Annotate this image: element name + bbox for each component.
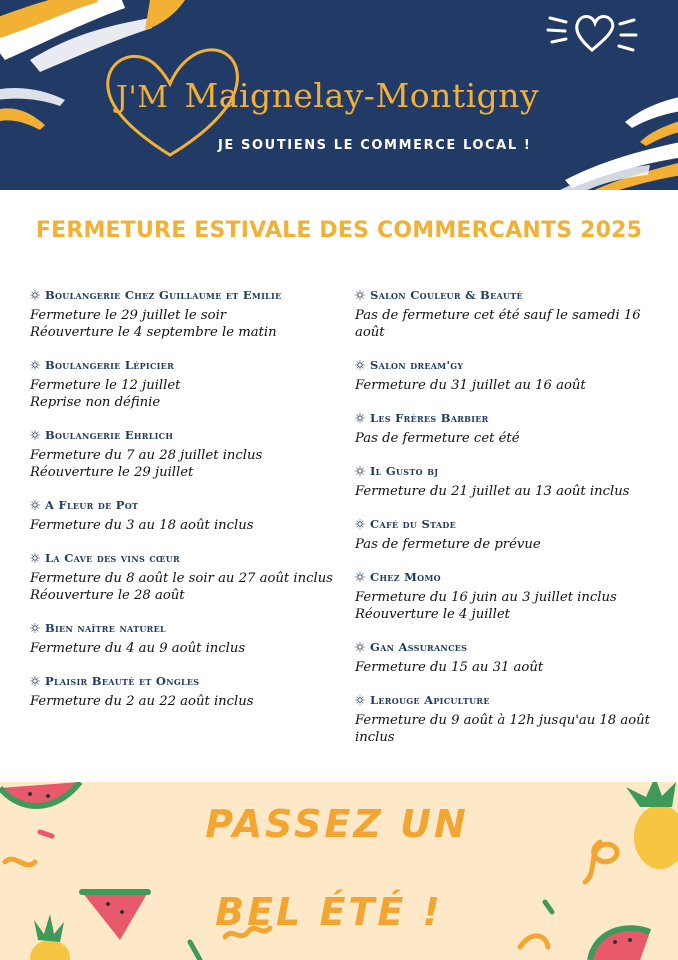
shop-entry bbox=[355, 356, 670, 394]
summer-line-2: BEL ÉTÉ ! bbox=[215, 890, 443, 934]
shop-name-text: Boulangerie Chez Guillaume et Emilie bbox=[45, 288, 282, 302]
sun-icon bbox=[355, 572, 365, 582]
shop-name bbox=[30, 286, 340, 304]
shop-name bbox=[355, 568, 670, 586]
closure-line: Fermeture du 9 août à 12h jusqu'au 18 août inclus bbox=[355, 713, 650, 745]
shop-entry bbox=[355, 568, 670, 623]
closure-line: Fermeture du 2 au 22 août inclus bbox=[30, 694, 254, 709]
closure-info bbox=[30, 693, 340, 710]
closure-info bbox=[355, 659, 670, 676]
brand-name: Maignelay-Montigny bbox=[184, 76, 540, 115]
shop-name-text: Lerouge Apiculture bbox=[370, 693, 490, 707]
shop-entry bbox=[355, 409, 670, 447]
shop-list-right bbox=[355, 286, 670, 761]
shop-list-left bbox=[30, 286, 340, 725]
sun-icon bbox=[30, 360, 40, 370]
closure-line: Fermeture du 15 au 31 août bbox=[355, 660, 544, 675]
shop-name bbox=[355, 638, 670, 656]
closure-info bbox=[355, 712, 670, 746]
closure-line: Réouverture le 29 juillet bbox=[30, 465, 194, 480]
closure-info bbox=[355, 483, 670, 500]
shop-name-text: Salon dream'gy bbox=[370, 358, 464, 372]
shop-entry bbox=[355, 691, 670, 746]
page-title: FERMETURE ESTIVALE DES COMMERCANTS 2025 bbox=[35, 218, 643, 243]
shop-entry bbox=[30, 549, 340, 604]
closure-line: Fermeture du 3 au 18 août inclus bbox=[30, 518, 254, 533]
closure-line: Fermeture du 16 juin au 3 juillet inclus bbox=[355, 590, 617, 605]
shop-name-text: Gan Assurances bbox=[370, 640, 468, 654]
shop-name-text: La Cave des vins cœur bbox=[45, 551, 180, 565]
closure-line: Fermeture du 31 juillet au 16 août bbox=[355, 378, 586, 393]
sun-icon bbox=[355, 642, 365, 652]
shop-name-text: Chez Momo bbox=[370, 570, 441, 584]
header-banner bbox=[0, 0, 678, 190]
shop-name bbox=[355, 691, 670, 709]
sun-icon bbox=[355, 519, 365, 529]
closure-line: Fermeture le 29 juillet le soir bbox=[30, 308, 227, 323]
closure-info bbox=[30, 570, 340, 604]
shop-entry bbox=[355, 515, 670, 553]
closure-info bbox=[30, 377, 340, 411]
shop-name bbox=[30, 426, 340, 444]
closure-line: Pas de fermeture cet été bbox=[355, 431, 520, 446]
sun-icon bbox=[30, 290, 40, 300]
shop-entry bbox=[30, 672, 340, 710]
sun-icon bbox=[355, 695, 365, 705]
shop-name bbox=[355, 515, 670, 533]
shop-entry bbox=[355, 286, 670, 341]
sun-icon bbox=[355, 413, 365, 423]
closure-info bbox=[355, 307, 670, 341]
shop-name-text: Bien naître naturel bbox=[45, 621, 166, 635]
closure-line: Fermeture du 4 au 9 août inclus bbox=[30, 641, 246, 656]
shop-name-text: Plaisir Beauté et Ongles bbox=[45, 674, 200, 688]
sun-icon bbox=[30, 676, 40, 686]
shop-name-text: Salon Couleur & Beauté bbox=[370, 288, 523, 302]
closure-info bbox=[30, 640, 340, 657]
brand-jm: J'M bbox=[116, 80, 169, 115]
closure-line: Pas de fermeture cet été sauf le samedi 16 août bbox=[355, 308, 641, 340]
brand-logo-text bbox=[116, 76, 539, 115]
shop-name bbox=[355, 462, 670, 480]
shop-name bbox=[30, 356, 340, 374]
closure-line: Réouverture le 4 juillet bbox=[355, 607, 510, 622]
closure-line: Réouverture le 4 septembre le matin bbox=[30, 325, 277, 340]
closure-line: Fermeture du 21 juillet au 13 août inclus bbox=[355, 484, 630, 499]
pineapple-icon bbox=[30, 940, 70, 960]
shop-name bbox=[355, 286, 670, 304]
closure-line: Fermeture du 7 au 28 juillet inclus bbox=[30, 448, 263, 463]
closure-info bbox=[355, 589, 670, 623]
closure-info bbox=[30, 307, 340, 341]
closure-info bbox=[355, 536, 670, 553]
shop-name-text: Boulangerie Ehrlich bbox=[45, 428, 174, 442]
shop-name bbox=[30, 672, 340, 690]
closure-info bbox=[355, 430, 670, 447]
closure-info bbox=[30, 447, 340, 481]
sun-icon bbox=[30, 500, 40, 510]
closure-info bbox=[355, 377, 670, 394]
sun-icon bbox=[30, 553, 40, 563]
closure-line: Réouverture le 28 août bbox=[30, 588, 185, 603]
tagline: JE SOUTIENS LE COMMERCE LOCAL ! bbox=[218, 138, 532, 153]
shop-name-text: Les Frères Barbier bbox=[370, 411, 489, 425]
sun-icon bbox=[30, 430, 40, 440]
closure-line: Fermeture le 12 juillet bbox=[30, 378, 181, 393]
shop-name bbox=[355, 409, 670, 427]
summer-line-1: PASSEZ UN bbox=[205, 802, 469, 846]
closure-line: Pas de fermeture de prévue bbox=[355, 537, 541, 552]
shop-entry bbox=[355, 462, 670, 500]
shop-name-text: Café du Stade bbox=[370, 517, 457, 531]
shop-entry bbox=[30, 496, 340, 534]
shop-name bbox=[30, 619, 340, 637]
closure-info bbox=[30, 517, 340, 534]
footer-banner bbox=[0, 782, 678, 960]
sun-icon bbox=[355, 360, 365, 370]
shop-name bbox=[30, 549, 340, 567]
sun-icon bbox=[30, 623, 40, 633]
sun-icon bbox=[355, 466, 365, 476]
closure-line: Fermeture du 8 août le soir au 27 août inclus bbox=[30, 571, 333, 586]
closure-line: Reprise non définie bbox=[30, 395, 161, 410]
shop-entry bbox=[30, 286, 340, 341]
shop-entry bbox=[30, 619, 340, 657]
shop-entry bbox=[30, 356, 340, 411]
shop-name-text: A Fleur de Pot bbox=[45, 498, 139, 512]
shop-name-text: Il Gusto bj bbox=[370, 464, 439, 478]
shop-name bbox=[30, 496, 340, 514]
shop-entry bbox=[30, 426, 340, 481]
shop-name-text: Boulangerie Lépicier bbox=[45, 358, 175, 372]
shop-name bbox=[355, 356, 670, 374]
shop-entry bbox=[355, 638, 670, 676]
sun-icon bbox=[355, 290, 365, 300]
